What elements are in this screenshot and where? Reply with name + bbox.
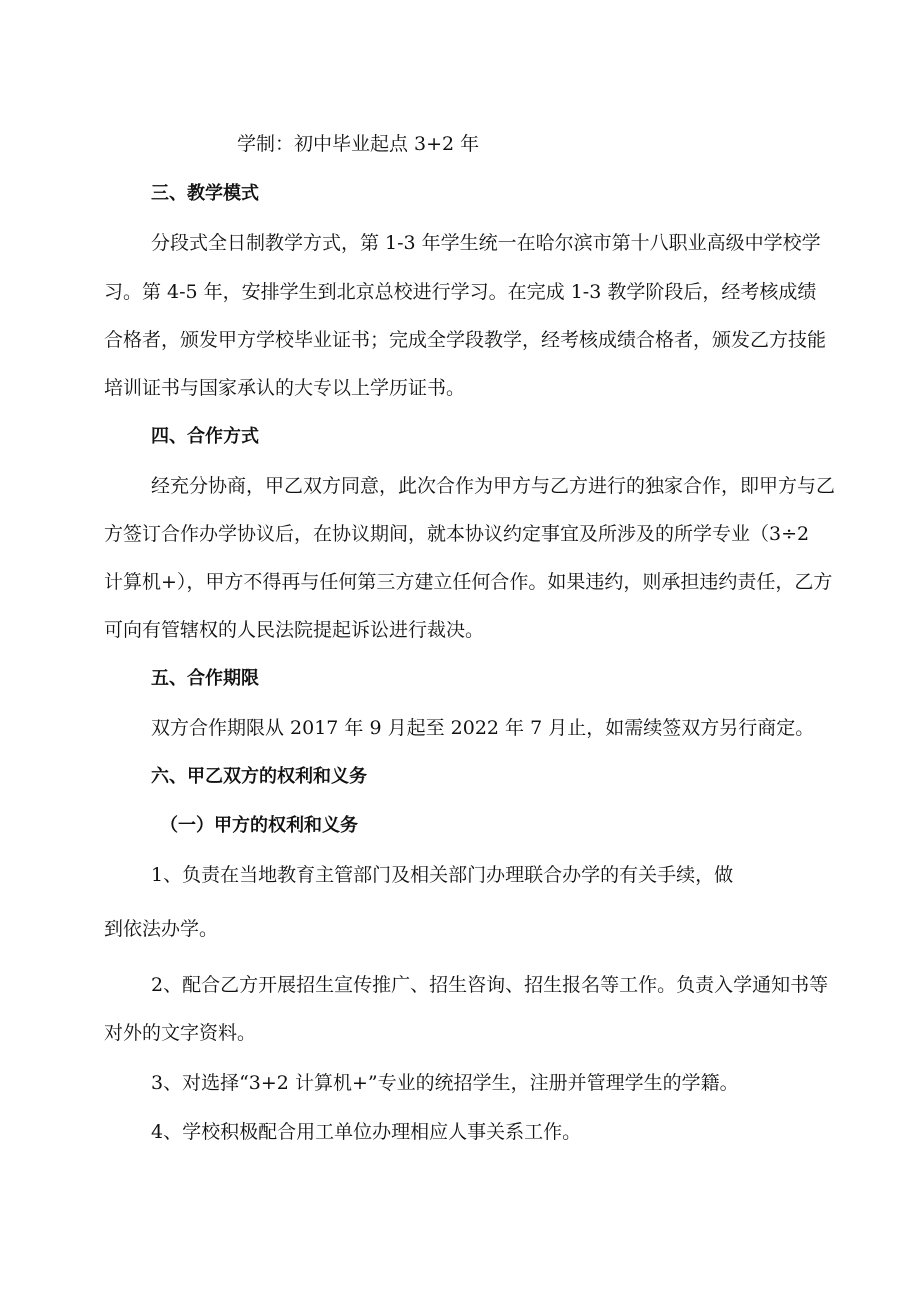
- paragraph-line: 方签订合作办学协议后，在协议期间，就本协议约定事宜及所涉及的所学专业（3÷2: [104, 523, 810, 545]
- list-item-2-continued: 对外的文字资料。: [104, 1022, 257, 1044]
- paragraph-line: 可向有管辖权的人民法院提起诉讼进行裁决。: [104, 619, 485, 641]
- section-heading-cooperation-method: 四、合作方式: [151, 426, 259, 447]
- subsection-heading-party-a: （一）甲方的权利和义务: [160, 815, 358, 836]
- list-item-1-continued: 到依法办学。: [104, 918, 219, 940]
- paragraph-line: 计算机+），甲方不得再与任何第三方建立任何合作。如果违约，则承担违约责任，乙方: [104, 571, 833, 593]
- school-system-line: 学制：初中毕业起点 3+2 年: [237, 133, 480, 155]
- list-item-2: 2、配合乙方开展招生宣传推广、招生咨询、招生报名等工作。负责入学通知书等: [151, 974, 829, 996]
- paragraph-line: 合格者，颁发甲方学校毕业证书；完成全学段教学，经考核成绩合格者，颁发乙方技能: [104, 329, 827, 351]
- paragraph-line: 经充分协商，甲乙双方同意，此次合作为甲方与乙方进行的独家合作，即甲方与乙: [151, 475, 836, 497]
- paragraph-line: 双方合作期限从 2017 年 9 月起至 2022 年 7 月止，如需续签双方另行商定。: [151, 717, 815, 739]
- list-item-3: 3、对选择“3+2 计算机+”专业的统招学生，注册并管理学生的学籍。: [151, 1072, 739, 1094]
- paragraph-line: 分段式全日制教学方式，第 1-3 年学生统一在哈尔滨市第十八职业高级中学校学: [151, 232, 821, 254]
- paragraph-line: 培训证书与国家承认的大专以上学历证书。: [104, 377, 466, 399]
- paragraph-line: 习。第 4-5 年，安排学生到北京总校进行学习。在完成 1-3 教学阶段后，经考核成绩: [104, 281, 817, 303]
- section-heading-teaching-mode: 三、教学模式: [151, 183, 259, 204]
- section-heading-cooperation-term: 五、合作期限: [151, 668, 259, 689]
- list-item-4: 4、学校积极配合用工单位办理相应人事关系工作。: [151, 1121, 582, 1143]
- list-item-1: 1、负责在当地教育主管部门及相关部门办理联合办学的有关手续，做: [151, 864, 734, 886]
- section-heading-rights-obligations: 六、甲乙双方的权利和义务: [151, 766, 367, 787]
